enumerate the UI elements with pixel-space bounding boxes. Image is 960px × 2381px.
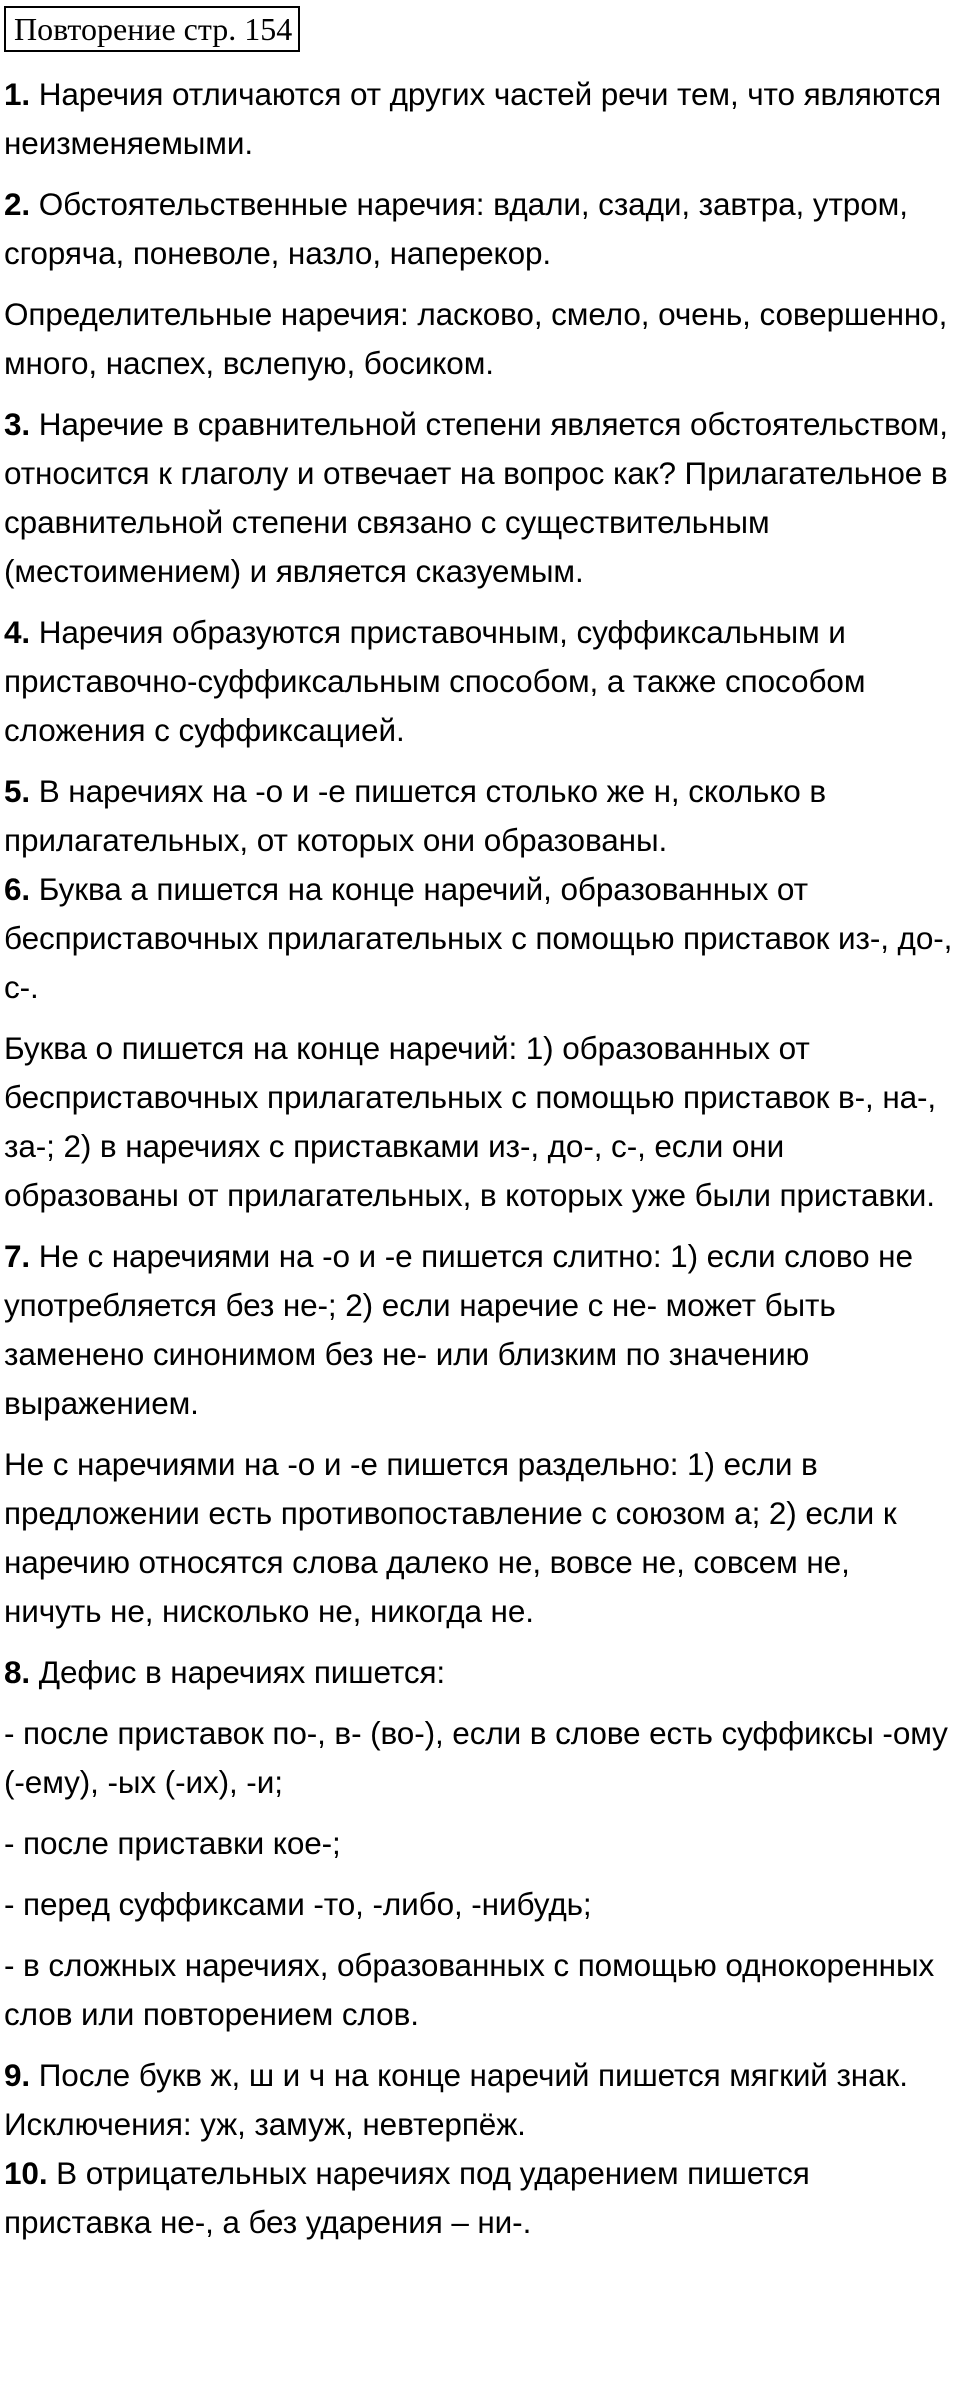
paragraph-text: - перед суффиксами -то, -либо, -нибудь; [4, 1886, 592, 1922]
paragraph-2 [4, 180, 954, 278]
paragraph-6 [4, 865, 954, 1012]
paragraph-text: Буква о пишется на конце наречий: 1) образованных от бесприставочных прилагательных с помощью приставок в-, на-, за-; 2) в наречиях с приставками из-, до-, с-, если они образованы от прилагательных, в которых уже были приставки. [4, 1030, 937, 1213]
paragraph-4 [4, 608, 954, 755]
paragraph-text: В отрицательных наречиях под ударением пишется приставка не-, а без ударения – ни-. [4, 2155, 810, 2240]
paragraph-text: - после приставок по-, в- (во-), если в слове есть суффиксы -ому (-ему), -ых (-их), -и; [4, 1715, 948, 1800]
paragraph-8c [4, 1880, 954, 1929]
paragraph-8d [4, 1941, 954, 2039]
paragraph-text: Наречия отличаются от других частей речи тем, что являются неизменяемыми. [4, 76, 942, 161]
item-number: 9. [4, 2057, 31, 2093]
item-number: 5. [4, 773, 31, 809]
paragraph-text: Не с наречиями на -о и -е пишется раздельно: 1) если в предложении есть противопоставление с союзом а; 2) если к наречию относятся слова далеко не, вовсе не, совсем не, ничуть не, нисколько не, никогда не. [4, 1446, 897, 1629]
paragraph-text: Обстоятельственные наречия: вдали, сзади, завтра, утром, сгоряча, поневоле, назло, наперекор. [4, 186, 908, 271]
paragraph-text: Определительные наречия: ласково, смело, очень, совершенно, много, наспех, вслепую, босиком. [4, 296, 948, 381]
paragraph-2b [4, 290, 954, 388]
paragraph-text: Наречия образуются приставочным, суффиксальным и приставочно-суффиксальным способом, а также способом сложения с суффиксацией. [4, 614, 866, 748]
paragraph-9 [4, 2051, 954, 2149]
paragraph-text: - в сложных наречиях, образованных с помощью однокоренных слов или повторением слов. [4, 1947, 935, 2032]
item-number: 1. [4, 76, 31, 112]
item-number: 10. [4, 2155, 48, 2191]
paragraph-text: Буква а пишется на конце наречий, образованных от бесприставочных прилагательных с помощью приставок из-, до-, с-. [4, 871, 953, 1005]
paragraph-3 [4, 400, 954, 596]
paragraph-6b [4, 1024, 954, 1220]
paragraph-text: - после приставки кое-; [4, 1825, 341, 1861]
paragraph-1 [4, 70, 954, 168]
item-number: 6. [4, 871, 31, 907]
paragraph-7 [4, 1232, 954, 1428]
paragraph-text: Дефис в наречиях пишется: [30, 1654, 446, 1690]
paragraph-text: Наречие в сравнительной степени является обстоятельством, относится к глаголу и отвечает на вопрос как? Прилагательное в сравнительной степени связано с существительным (местоимением) и является сказуемым. [4, 406, 948, 589]
item-number: 2. [4, 186, 31, 222]
paragraph-8 [4, 1648, 954, 1697]
paragraph-8a [4, 1709, 954, 1807]
paragraph-text: В наречиях на -о и -е пишется столько же н, сколько в прилагательных, от которых они образованы. [4, 773, 826, 858]
item-number: 4. [4, 614, 31, 650]
paragraph-10 [4, 2149, 954, 2247]
item-number: 7. [4, 1238, 31, 1274]
paragraph-text: После букв ж, ш и ч на конце наречий пишется мягкий знак. Исключения: уж, замуж, невтерпёж. [4, 2057, 908, 2142]
paragraph-5 [4, 767, 954, 865]
paragraph-text: Не с наречиями на -о и -е пишется слитно: 1) если слово не употребляется без не-; 2) если наречие с не- может быть заменено синонимом без не- или близким по значению выражением. [4, 1238, 913, 1421]
page-title: Повторение стр. 154 [4, 6, 300, 52]
item-number: 3. [4, 406, 31, 442]
item-number: 8. [4, 1654, 31, 1690]
paragraph-7b [4, 1440, 954, 1636]
paragraph-8b [4, 1819, 954, 1868]
